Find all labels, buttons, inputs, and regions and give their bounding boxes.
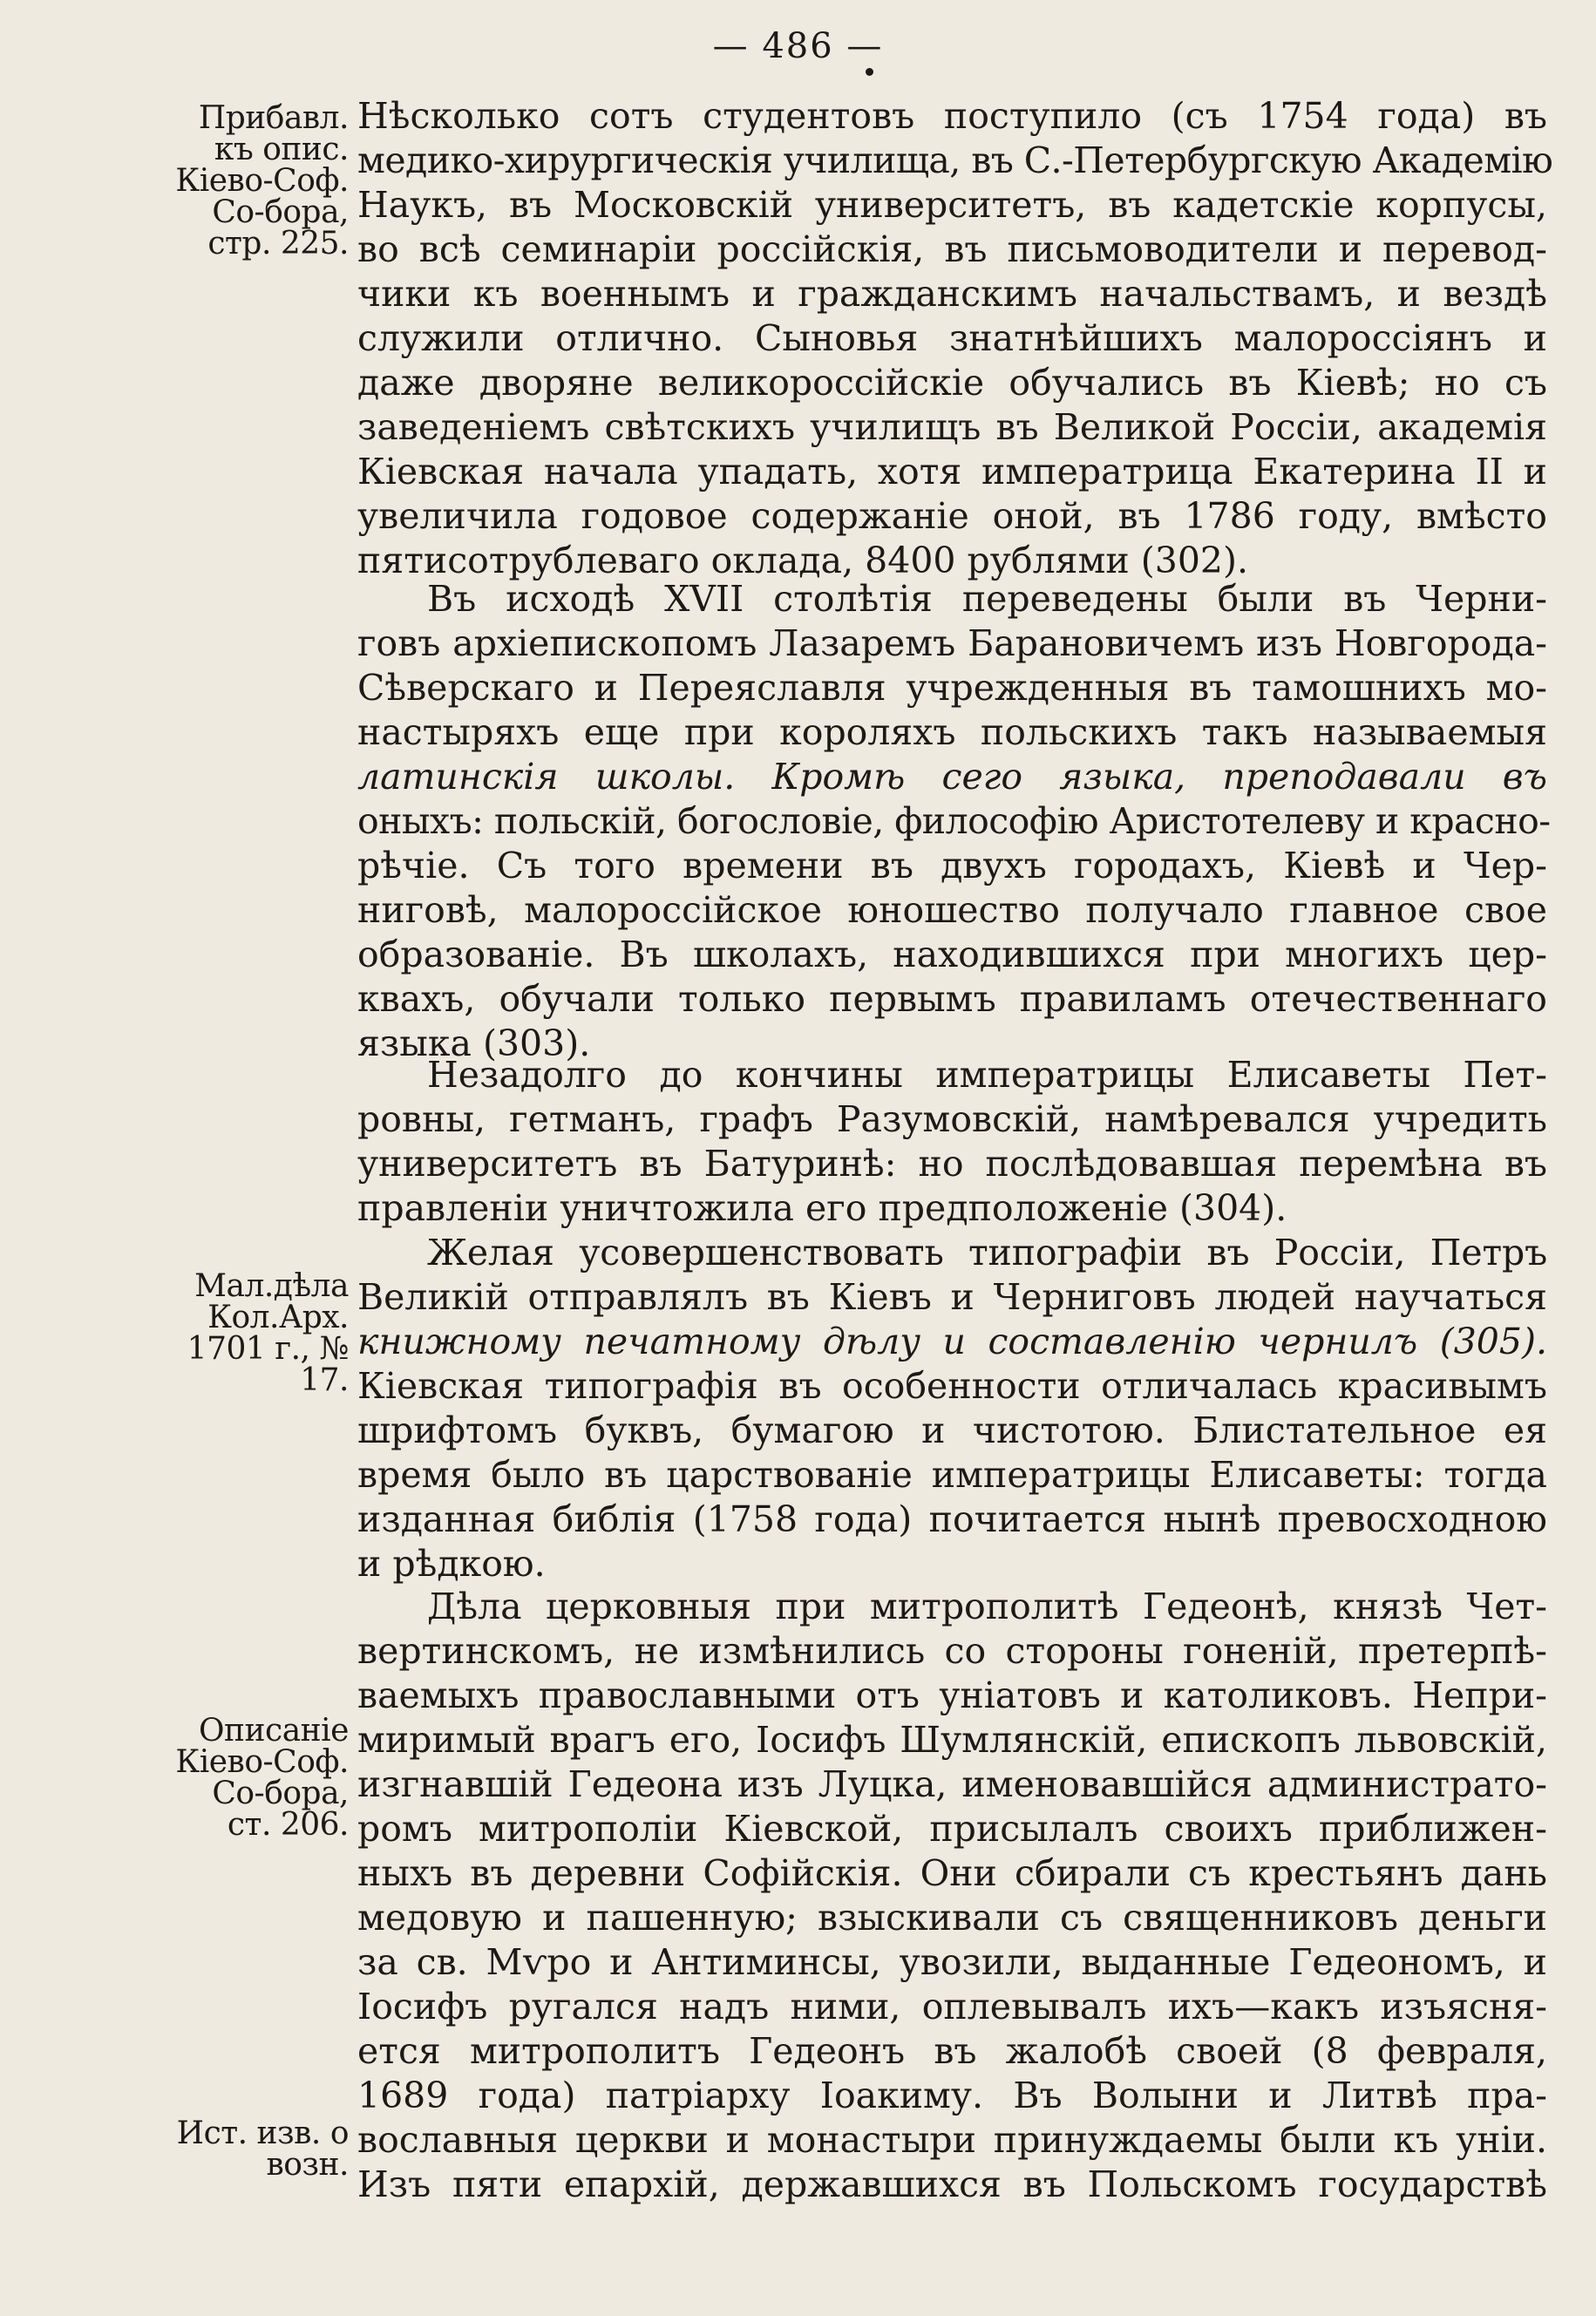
text-line: говъ архіепископомъ Лазаремъ Барановичемъ изъ Новгорода- [357, 622, 1547, 664]
text-line: настыряхъ еще при короляхъ польскихъ такъ называемыя [357, 711, 1547, 753]
text-line: изгнавшій Гедеона изъ Луцка, именовавшійся администрато- [357, 1763, 1547, 1805]
text-line: Великій отправлялъ въ Кіевъ и Черниговъ людей научаться [357, 1276, 1547, 1318]
margin-note-3: Описаніе Кіево-Соф. Со-бора, ст. 206. [175, 1713, 349, 1843]
text-line: увеличила годовое содержаніе оной, въ 1786 году, вмѣсто [357, 495, 1547, 537]
text-line: Іосифъ ругался надъ ними, оплевывалъ ихъ—какъ изъясня- [357, 1986, 1547, 2027]
text-line: рѣчіе. Съ того времени въ двухъ городахъ, Кіевѣ и Чер- [357, 845, 1547, 886]
text-line: языка (303). [357, 1022, 591, 1064]
paragraph-3 [357, 1053, 1547, 1231]
text-line: даже дворяне великороссійскіе обучались въ Кіевѣ; но съ [357, 362, 1547, 404]
text-line: миримый врагъ его, Іосифъ Шумлянскій, епископъ львовскій, [357, 1719, 1547, 1761]
text-line: Дѣла церковныя при митрополитѣ Гедеонѣ, князѣ Чет- [427, 1586, 1547, 1627]
text-line: служили отлично. Сыновья знатнѣйшихъ малороссіянъ и [357, 317, 1547, 359]
page-number: — 486 — [712, 26, 884, 66]
text-line: за св. Мѵро и Антиминсы, увозили, выданные Гедеономъ, и [357, 1941, 1547, 1983]
text-line: ромъ митрополіи Кіевской, присылалъ своихъ приближен- [357, 1808, 1547, 1850]
text-line: Изъ пяти епархій, державшихся въ Польскомъ государствѣ [357, 2163, 1547, 2205]
margin-note-2: Мал.дѣла Кол.Арх. 1701 г., № 17. [187, 1268, 349, 1398]
text-line: и рѣдкою. [357, 1543, 546, 1585]
text-line: университетъ въ Батуринѣ: но послѣдовавшая перемѣна въ [357, 1143, 1547, 1185]
text-line: книжному печатному дѣлу и составленію чернилъ (305). [357, 1321, 1547, 1362]
text-line: оныхъ: польскій, богословіе, философію Аристотелеву и красно- [357, 800, 1551, 842]
text-line: заведеніемъ свѣтскихъ училищъ въ Великой Россіи, академія [357, 406, 1547, 448]
text-line: квахъ, обучали только первымъ правиламъ отечественнаго [357, 978, 1547, 1020]
text-line: вославныя церкви и монастыри принуждаемы были къ уніи. [357, 2119, 1547, 2161]
text-line: ниговѣ, малороссійское юношество получало главное свое [357, 889, 1547, 931]
text-line: ныхъ въ деревни Софійскія. Они сбирали съ крестьянъ дань [357, 1852, 1547, 1894]
text-line: Нѣсколько сотъ студентовъ поступило (съ 1754 года) въ [357, 95, 1547, 137]
paragraph-2 [357, 577, 1551, 1066]
text-line: пятисотрублеваго оклада, 8400 рублями (302). [357, 540, 1249, 581]
text-line: время было въ царствованіе императрицы Елисаветы: тогда [357, 1454, 1547, 1496]
paragraph-5 [357, 1585, 1547, 2207]
paragraph-1 [357, 94, 1553, 583]
ink-dot [866, 68, 873, 76]
text-line: образованіе. Въ школахъ, находившихся при многихъ цер- [357, 934, 1547, 975]
text-line: Желая усовершенствовать типографіи въ Россіи, Петръ [427, 1232, 1547, 1273]
text-line: изданная библія (1758 года) почитается нынѣ превосходною [357, 1498, 1547, 1540]
text-line: правленіи уничтожила его предположеніе (304). [357, 1187, 1287, 1229]
text-line: Сѣверскаго и Переяславля учрежденныя въ тамошнихъ мо- [357, 667, 1547, 709]
margin-note-1: Прибавл. къ опис. Кіево-Соф. Со-бора, стр. 225. [175, 100, 349, 261]
text-line: Наукъ, въ Московскій университетъ, въ кадетскіе корпусы, [357, 184, 1547, 226]
text-line: Кіевская начала упадать, хотя императрица Екатерина II и [357, 451, 1547, 492]
text-line: 1689 года) патріарху Іоакиму. Въ Волыни и Литвѣ пра- [357, 2075, 1547, 2116]
text-line: латинскія школы. Кромѣ сего языка, преподавали въ [357, 756, 1547, 798]
text-line: во всѣ семинаріи россійскія, въ письмоводители и перевод- [357, 228, 1547, 270]
margin-note-4: Ист. изв. о возн. [176, 2116, 349, 2183]
text-line: медовую и пашенную; взыскивали съ священниковъ деньги [357, 1897, 1547, 1939]
paragraph-4 [357, 1231, 1547, 1586]
text-line: ваемыхъ православными отъ уніатовъ и католиковъ. Непри- [357, 1674, 1547, 1716]
text-line: ется митрополитъ Гедеонъ въ жалобѣ своей (8 февраля, [357, 2030, 1547, 2072]
text-line: медико-хирургическія училища, въ С.-Петербургскую Академію [357, 139, 1553, 181]
text-line: Незадолго до кончины императрицы Елисаветы Пет- [427, 1054, 1547, 1096]
text-line: чики къ военнымъ и гражданскимъ начальствамъ, и вездѣ [357, 273, 1547, 315]
text-line: шрифтомъ буквъ, бумагою и чистотою. Блистательное ея [357, 1409, 1547, 1451]
text-line: ровны, гетманъ, графъ Разумовскій, намѣревался учредить [357, 1098, 1547, 1140]
text-line: вертинскомъ, не измѣнились со стороны гоненій, претерпѣ- [357, 1630, 1547, 1672]
text-line: Въ исходѣ XVII столѣтія переведены были въ Черни- [427, 578, 1547, 620]
text-line: Кіевская типографія въ особенности отличалась красивымъ [357, 1365, 1547, 1407]
